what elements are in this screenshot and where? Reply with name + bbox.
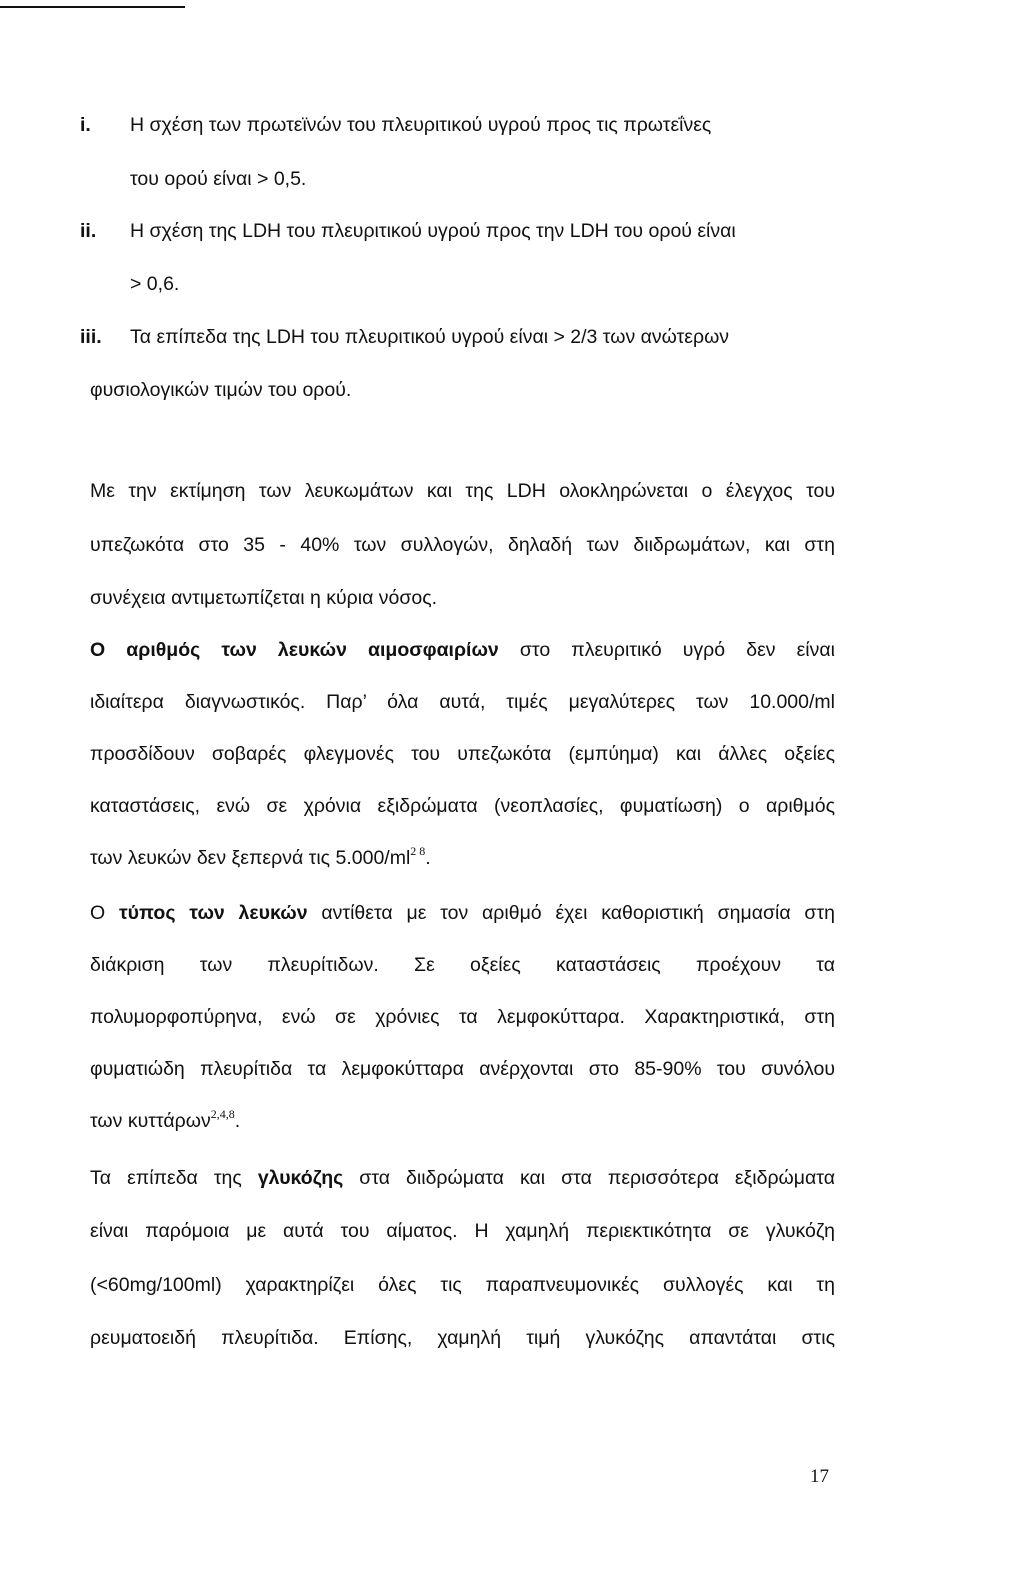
reference-superscript: 2 8 — [410, 844, 426, 858]
paragraph-line: Τα επίπεδα της γλυκόζης στα διιδρώματα και στα περισσότερα εξιδρώματα — [90, 1167, 835, 1189]
page-number: 17 — [810, 1466, 829, 1487]
paragraph-line: ρευματοειδή πλευρίτιδα. Επίσης, χαμηλή τιμή γλυκόζης απαντάται στις — [90, 1327, 835, 1349]
paragraph-line: φυματιώδη πλευρίτιδα τα λεμφοκύτταρα ανέρχονται στο 85-90% του συνόλου — [90, 1058, 835, 1080]
paragraph-line: (<60mg/100ml) χαρακτηρίζει όλες τις παραπνευμονικές συλλογές και τη — [90, 1274, 835, 1296]
list-number: ii. — [80, 220, 97, 242]
list-number: iii. — [80, 326, 102, 348]
paragraph-line: συνέχεια αντιμετωπίζεται η κύρια νόσος. — [90, 587, 438, 609]
paragraph-line: υπεζωκότα στο 35 - 40% των συλλογών, δηλαδή των διιδρωμάτων, και στη — [90, 534, 835, 556]
list-number: i. — [80, 114, 91, 136]
paragraph-line: καταστάσεις, ενώ σε χρόνια εξιδρώματα (νεοπλασίες, φυματίωση) ο αριθμός — [90, 795, 835, 817]
list-text: Η σχέση της LDH του πλευριτικού υγρού προς την LDH του ορού είναι — [130, 220, 736, 242]
bold-term: γλυκόζης — [257, 1167, 344, 1189]
paragraph-line: προσδίδουν σοβαρές φλεγμονές του υπεζωκότα (εμπύημα) και άλλες οξείες — [90, 743, 835, 765]
paragraph-line: Με την εκτίμηση των λευκωμάτων και της LDH ολοκληρώνεται ο έλεγχος του — [90, 480, 835, 502]
paragraph-line: είναι παρόμοια με αυτά του αίματος. Η χαμηλή περιεκτικότητα σε γλυκόζη — [90, 1220, 835, 1242]
list-text: Η σχέση των πρωτεϊνών του πλευριτικού υγρού προς τις πρωτεΐνες — [130, 114, 712, 136]
bold-term: Ο αριθμός των λευκών αιμοσφαιρίων — [90, 639, 499, 661]
bold-term: τύπος των λευκών — [118, 902, 308, 924]
list-text: Τα επίπεδα της LDH του πλευριτικού υγρού είναι > 2/3 των ανώτερων — [130, 326, 730, 348]
list-text-continued: του ορού είναι > 0,5. — [130, 168, 307, 190]
paragraph-line: διάκριση των πλευρίτιδων. Σε οξείες καταστάσεις προέχουν τα — [90, 954, 835, 976]
list-text-continued: φυσιολογικών τιμών του ορού. — [90, 379, 352, 401]
reference-superscript: 2,4,8 — [210, 1107, 235, 1121]
top-rule — [0, 6, 185, 8]
list-text-continued: > 0,6. — [130, 273, 180, 295]
paragraph-line: των κυττάρων$^{2,4,8}$. — [90, 1107, 241, 1132]
paragraph-line: Ο αριθμός των λευκών αιμοσφαιρίων στο πλευριτικό υγρό δεν είναι — [90, 639, 835, 661]
paragraph-line: των λευκών δεν ξεπερνά τις $5.000/ml^{2 8}$. — [90, 844, 431, 869]
paragraph-line: πολυμορφοπύρηνα, ενώ σε χρόνιες τα λεμφοκύτταρα. Χαρακτηριστικά, στη — [90, 1006, 835, 1028]
paragraph-line: ιδιαίτερα διαγνωστικός. Παρ’ όλα αυτά, τιμές μεγαλύτερες των 10.000/ml — [90, 691, 835, 713]
paragraph-line: Ο τύπος των λευκών αντίθετα με τον αριθμό έχει καθοριστική σημασία στη — [90, 902, 835, 924]
